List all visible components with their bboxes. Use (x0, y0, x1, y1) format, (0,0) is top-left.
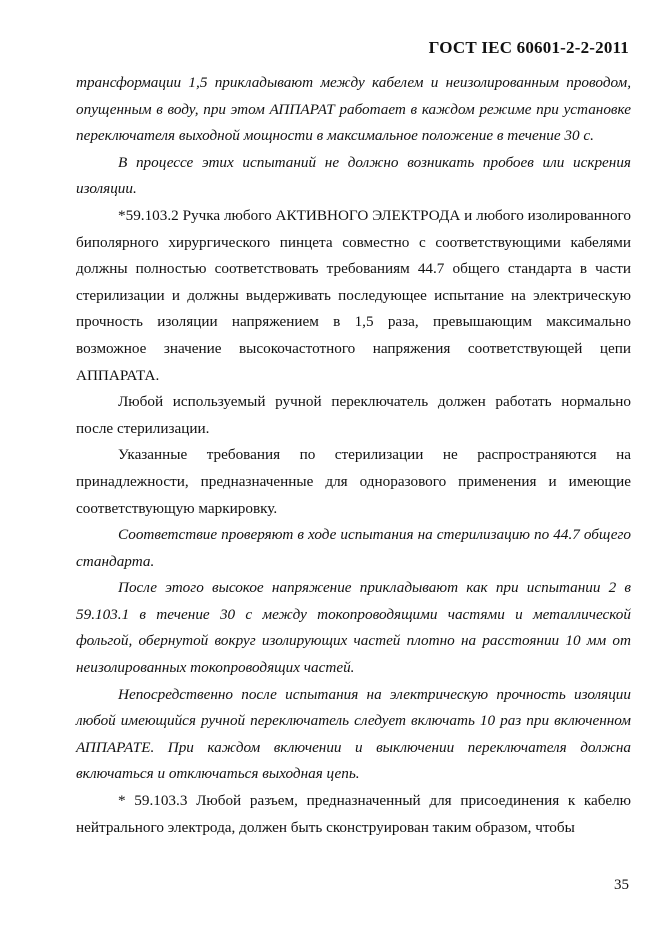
paragraph-6: Соответствие проверяют в ходе испытания на стерилизацию по 44.7 общего стандарта. (76, 526, 631, 570)
paragraph-8: Непосредственно после испытания на электрическую прочность изоляции любой имеющийся ручной переключатель следует включать 10 раз при включенном АППАРАТЕ. При каждом включении и выключении переключателя должна включаться и отключаться выходная цепь. (76, 685, 631, 783)
paragraph-5: Указанные требования по стерилизации не распространяются на принадлежности, предназначенные для одноразового применения и имеющие соответствующую маркировку. (76, 446, 631, 517)
page-number: 35 (614, 877, 629, 893)
document-code-header: ГОСТ IEC 60601-2-2-2011 (428, 38, 629, 57)
document-body (76, 70, 631, 841)
paragraph-3: *59.103.2 Ручка любого АКТИВНОГО ЭЛЕКТРОДА и любого изолированного биполярного хирургического пинцета совместно с соответствующими кабелями должны полностью соответствовать требованиям 44.7 общего стандарта в части стерилизации и должны выдерживать последующее испытание на электрическую прочность изоляции напряжением в 1,5 раза, превышающим максимально возможное значение высокочастотного напряжения соответствующей цепи АППАРАТА. (76, 206, 631, 384)
paragraph-9: * 59.103.3 Любой разъем, предназначенный для присоединения к кабелю нейтрального электрода, должен быть сконструирован таким образом, чтобы (76, 792, 631, 836)
paragraph-2: В процессе этих испытаний не должно возникать пробоев или искрения изоляции. (76, 153, 631, 198)
paragraph-7: После этого высокое напряжение прикладывают как при испытании 2 в 59.103.1 в течение 30 с между токопроводящими частями и металлической фольгой, обернутой вокруг изолирующих частей плотно на расстоянии 10 мм от неизолированных токопроводящих частей. (76, 579, 631, 677)
paragraph-4: Любой используемый ручной переключатель должен работать нормально после стерилизации. (76, 393, 631, 437)
paragraph-1: трансформации 1,5 прикладывают между кабелем и неизолированным проводом, опущенным в воду, при этом АППАРАТ работает в каждом режиме при установке переключателя выходной мощности в максимальное положение в течение 30 с. (76, 74, 631, 145)
